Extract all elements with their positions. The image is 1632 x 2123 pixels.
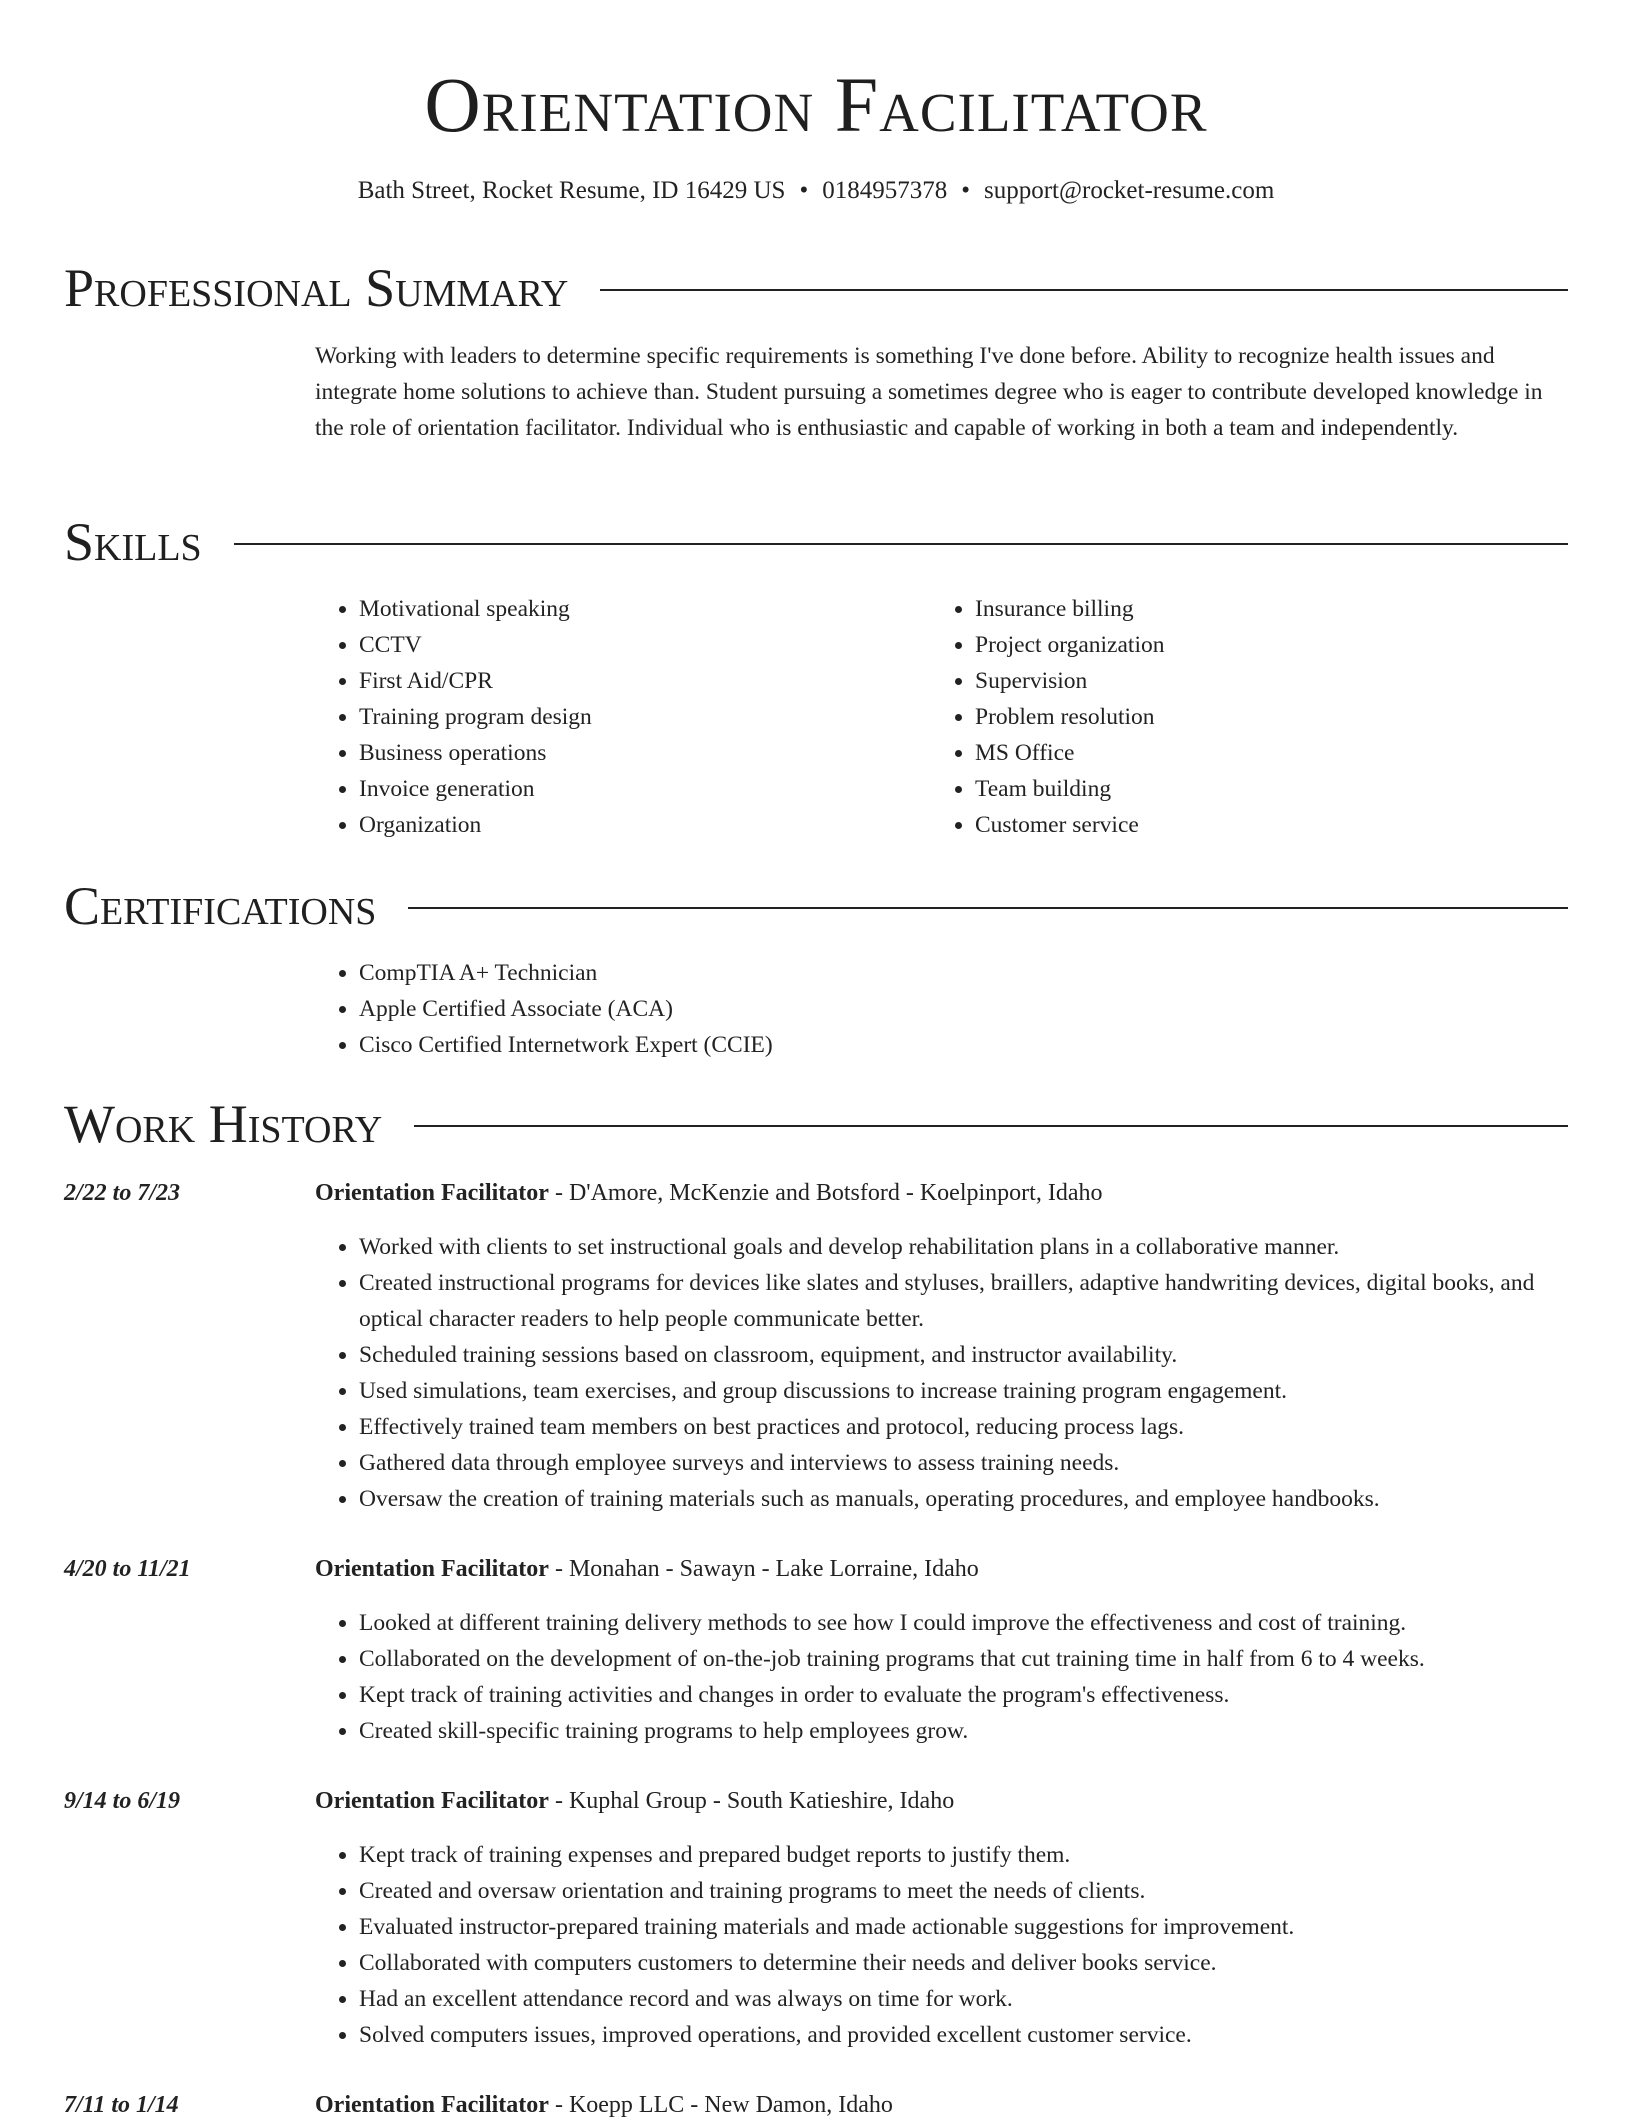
skill-item: • Invoice generation <box>359 771 875 807</box>
contact-separator: • <box>961 177 970 204</box>
skill-item: • Insurance billing <box>975 591 1491 627</box>
skill-item: • MS Office <box>975 735 1491 771</box>
job-title: Orientation Facilitator <box>315 2092 549 2118</box>
job-duties <box>315 1229 1568 1517</box>
skill-item: • CCTV <box>359 627 875 663</box>
work-history-section-title: Work History <box>64 1094 383 1154</box>
job-title: Orientation Facilitator <box>315 1180 549 1206</box>
job-duty: • Collaborated on the development of on-the-job training programs that cut training time in half from 6 to 4 weeks. <box>359 1641 1568 1677</box>
job-employer: - Kuphal Group - South Katieshire, Idaho <box>548 1788 955 1814</box>
job-duties-list <box>315 1229 1568 1517</box>
summary-text: Working with leaders to determine specific requirements is something I've done before. Ability to recognize health issues and integrate home solutions to achieve than. Student pursuing a sometimes degree who is eager to contribute developed knowledge in the role of orientation facilitator. Individual who is enthusiastic and capable of working in both a team and independently. <box>315 343 1543 441</box>
section-divider <box>600 289 1568 291</box>
certification-item: • CompTIA A+ Technician <box>359 955 1515 991</box>
skills-list-left <box>315 591 875 843</box>
certification-item: • Cisco Certified Internetwork Expert (CCIE) <box>359 1027 1515 1063</box>
job-heading <box>315 2087 893 2123</box>
job-duty: • Created and oversaw orientation and training programs to meet the needs of clients. <box>359 1873 1568 1909</box>
job-heading <box>315 1783 954 1819</box>
job-employer: - Monahan - Sawayn - Lake Lorraine, Idaho <box>548 1556 979 1582</box>
job-employer: - D'Amore, McKenzie and Botsford - Koelpinport, Idaho <box>548 1180 1103 1206</box>
contact-phone[interactable]: 0184957378 <box>822 177 948 204</box>
summary-section-header <box>64 255 1568 321</box>
job-duties-list <box>315 1605 1568 1749</box>
job-duty: • Solved computers issues, improved operations, and provided excellent customer service. <box>359 2017 1568 2053</box>
skills-column-left <box>315 591 875 843</box>
job-duty: • Oversaw the creation of training materials such as manuals, operating procedures, and employee handbooks. <box>359 1481 1568 1517</box>
job-duty: • Worked with clients to set instructional goals and develop rehabilitation plans in a collaborative manner. <box>359 1229 1568 1265</box>
job-dates: 4/20 to 11/21 <box>64 1556 191 1582</box>
job-heading <box>315 1175 1102 1211</box>
job-duty: • Effectively trained team members on best practices and protocol, reducing process lags. <box>359 1409 1568 1445</box>
job-duty: • Had an excellent attendance record and was always on time for work. <box>359 1981 1568 2017</box>
skill-item: • Organization <box>359 807 875 843</box>
job-duty: • Created instructional programs for devices like slates and styluses, braillers, adaptive handwriting devices, digital books, and optical character readers to help people communicate better. <box>359 1265 1568 1337</box>
job-title: Orientation Facilitator <box>315 1788 549 1814</box>
job-duty: • Used simulations, team exercises, and group discussions to increase training program engagement. <box>359 1373 1568 1409</box>
resume-name: Orientation Facilitator <box>424 61 1208 148</box>
job-duty: • Kept track of training expenses and prepared budget reports to justify them. <box>359 1837 1568 1873</box>
contact-line <box>0 174 1632 208</box>
skill-item: • Business operations <box>359 735 875 771</box>
certifications-section-header <box>64 873 1568 939</box>
skills-section-header <box>64 509 1568 575</box>
work-history-section-header <box>64 1091 1568 1157</box>
job-title: Orientation Facilitator <box>315 1556 549 1582</box>
certifications-section-title: Certifications <box>64 876 377 936</box>
skill-item: • Customer service <box>975 807 1491 843</box>
job-duty: • Gathered data through employee surveys and interviews to assess training needs. <box>359 1445 1568 1481</box>
job-duty: • Created skill-specific training programs to help employees grow. <box>359 1713 1568 1749</box>
section-divider <box>234 543 1568 545</box>
job-dates: 2/22 to 7/23 <box>64 1180 181 1206</box>
job-dates: 9/14 to 6/19 <box>64 1788 181 1814</box>
contact-address: Bath Street, Rocket Resume, ID 16429 US <box>357 177 786 204</box>
section-divider <box>408 907 1568 909</box>
job-employer: - Koepp LLC - New Damon, Idaho <box>548 2092 893 2118</box>
skill-item: • Training program design <box>359 699 875 735</box>
job-heading <box>315 1551 979 1587</box>
skill-item: • Supervision <box>975 663 1491 699</box>
certifications-block <box>315 955 1515 1063</box>
skills-list-right <box>931 591 1491 843</box>
skill-item: • Problem resolution <box>975 699 1491 735</box>
skills-section-title: Skills <box>64 512 202 572</box>
section-divider <box>414 1125 1568 1127</box>
job-duty: • Scheduled training sessions based on classroom, equipment, and instructor availability. <box>359 1337 1568 1373</box>
certification-item: • Apple Certified Associate (ACA) <box>359 991 1515 1027</box>
skill-item: • Team building <box>975 771 1491 807</box>
contact-separator: • <box>799 177 809 204</box>
job-duty: • Collaborated with computers customers to determine their needs and deliver books service. <box>359 1945 1568 1981</box>
job-duty: • Looked at different training delivery methods to see how I could improve the effectiveness and cost of training. <box>359 1605 1568 1641</box>
skill-item: • Project organization <box>975 627 1491 663</box>
job-duties-list <box>315 1837 1568 2053</box>
summary-section-title: Professional Summary <box>64 258 569 318</box>
skill-item: • Motivational speaking <box>359 591 875 627</box>
job-duties <box>315 1837 1568 2053</box>
job-duties <box>315 1605 1568 1749</box>
job-duty: • Evaluated instructor-prepared training materials and made actionable suggestions for improvement. <box>359 1909 1568 1945</box>
job-dates: 7/11 to 1/14 <box>64 2092 179 2118</box>
skill-item: • First Aid/CPR <box>359 663 875 699</box>
skills-column-right <box>931 591 1491 843</box>
contact-email[interactable]: support@rocket-resume.com <box>983 177 1275 204</box>
certifications-list <box>315 955 1515 1063</box>
job-duty: • Kept track of training activities and changes in order to evaluate the program's effectiveness. <box>359 1677 1568 1713</box>
